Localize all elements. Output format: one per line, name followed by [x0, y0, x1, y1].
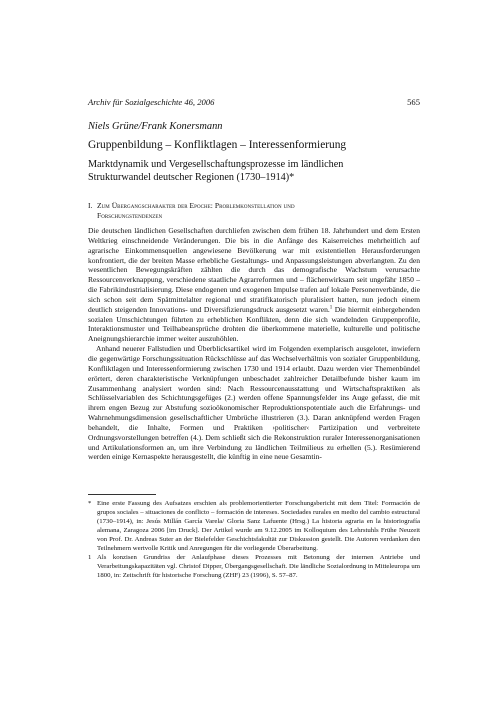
footnote-text: Eine erste Fassung des Aufsatzes erschien als problemorientierter Forschungsbericht mit dem Titel: Formación de grupos sociales – situaciones de conflicto – formación de intereses. Sociedades rurales en medio del cambio estructural (1730–1914), in: Jesús Millán García Varela/ Gloria Sanz Lafuente (Hrsg.) La historia agraria en la historiografía alemana, Zaragoza 2006 [im Druck]. Der Artikel wurde am 9.12.2005 im Kolloquium des Lehrstuhls Frühe Neuzeit von Prof. Dr. Andreas Suter an der Bielefelder Geschichtsfakultät zur Diskussion gestellt. Die Autoren verdanken den Teilnehmern wertvolle Kritik und Anregungen für die vorliegende Überarbeitung.: [97, 500, 420, 552]
section-number: I.: [88, 201, 93, 210]
subtitle-line: Strukturwandel deutscher Regionen (1730–1914)*: [88, 172, 295, 183]
running-head: [88, 97, 420, 111]
page-number: 565: [407, 97, 420, 107]
section-heading: [88, 201, 418, 220]
section-title-line: Zum Übergangscharakter der Epoche: Problemkonstellation und: [97, 201, 295, 210]
footnote: [88, 500, 420, 554]
paragraph-text: Die hiermit einhergehenden sozialen Umschichtungen führten zu erheblichen Konflikten, denn die sich wandelnden Gruppenprofile, Interaktionsmuster und Teilhabeansprüche drohten die überkommene materielle, kulturelle und politische Aneignungshierarchie immer weiter auszuhöhlen.: [88, 304, 420, 344]
footnote-mark: *: [88, 500, 92, 507]
footnote-reference[interactable]: 1: [329, 305, 333, 311]
article-title: Gruppenbildung – Konfliktlagen – Interessenformierung: [88, 139, 347, 151]
journal-citation: Archiv für Sozialgeschichte 46, 2006: [88, 97, 215, 107]
footnotes: [88, 500, 420, 581]
body-paragraph: [88, 344, 420, 462]
subtitle-line: Marktdynamik und Vergesellschaftungsprozesse im ländlichen: [88, 159, 344, 170]
footnote: [88, 554, 420, 581]
footnote-mark: 1: [88, 553, 92, 561]
paragraph-text: Anhand neuerer Fallstudien und Überblicksartikel wird im Folgenden exemplarisch ausgelotet, inwiefern die gegenwärtige Forschungssituation Rückschlüsse auf das Wechselverhältnis von sozialer Gruppenbildung, Konfliktlagen und Interessenformierung zwischen 1730 und 1914 erlaubt. Dazu werden vier Themenbündel erörtert, deren charakteristische Verknüpfungen unbeschadet zahlreicher Detailbefunde bisher kaum im Zusammenhang analysiert worden sind: Nach Ressourcenausstattung und Wirtschaftspraktiken als Schlüsselvariablen des Schichtungsgefüges (2.) werden offene Spannungsfelder ins Auge gefasst, die mit ihrem engen Bezug zur Abstufung sozioökonomischer Reproduktionspotentiale auch die Erfahrungs- und Wahrnehmungsdimension gesellschaftlicher Umbrüche illustrieren (3.). Daran anknüpfend werden Fragen behandelt, die Inhalte, Formen und Praktiken ›politischer‹ Partizipation und verbreitete Ordnungsvorstellungen betreffen (4.). Dem schließt sich die Rekonstruktion ruraler Interessenorganisationen und Artikulationsformen an, um ihre Verbindung zu ländlichen Teilmilieus zu erhellen (5.). Resümierend werden einige Kernaspekte herausgestellt, die künftig in eine neue Gesamtin-: [88, 344, 420, 462]
footnote-rule: [88, 494, 156, 495]
footnote-text: Als konzisen Grundriss der Anlaufphase dieses Prozesses mit Betonung der internen Antriebe und Verarbeitungskapazitäten vgl. Christof Dipper, Übergangsgesellschaft. Die ländliche Sozialordnung in Mitteleuropa um 1800, in: Zeitschrift für historische Forschung (ZHF) 23 (1996), S. 57–87.: [97, 553, 420, 579]
article-authors: Niels Grüne/Frank Konersmann: [88, 121, 223, 132]
section-title-line: Forschungstendenzen: [97, 210, 163, 220]
article-body: [88, 226, 420, 462]
paragraph-text: Die deutschen ländlichen Gesellschaften durchliefen zwischen dem frühen 18. Jahrhundert und dem Ersten Weltkrieg einschneidende Veränderungen. Die bis in die Anfänge des Kaiserreiches mehrheitlich auf agrarische Einkommensquellen angewiesene Bevölkerung war mit existentiellen Herausforderungen konfrontiert, die der breiten Masse erhebliche Gestaltungs- und Anpassungsleistungen abverlangten. Zu den wesentlichen Bewegungskräften zählten die durch das demografische Wachstum verursachte Ressourcenverknappung, verschiedene staatliche Agrarreformen und – flächenwirksam seit ungefähr 1850 – die Fabrikindustrialisierung. Diese endogenen und exogenen Impulse trafen auf lokale Personenverbände, die sich schon seit dem Spätmittelalter regional und stratifikatorisch pluralisiert hatten, nun jedoch einem deutlich steigenden Innovations- und Diversifizierungsdruck ausgesetzt waren.: [88, 226, 420, 314]
article-subtitle: [88, 158, 418, 184]
body-paragraph: [88, 226, 420, 344]
